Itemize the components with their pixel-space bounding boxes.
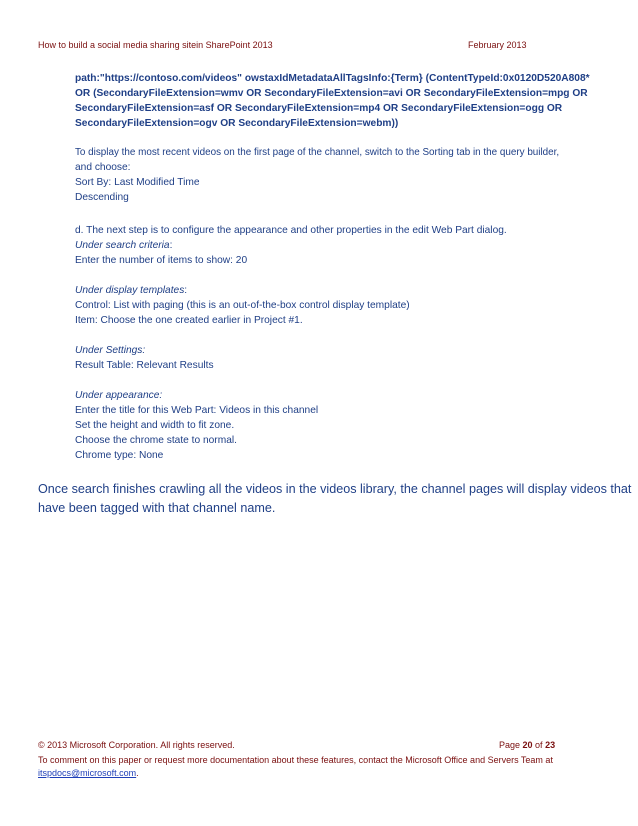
display-template-line: Control: List with paging (this is an out-of-the-box control display template): [75, 300, 410, 311]
comment-notice: To comment on this paper or request more documentation about these features, contact the Microsoft Office and Servers Team at: [38, 755, 553, 765]
copyright-notice: © 2013 Microsoft Corporation. All rights reserved.: [38, 740, 235, 750]
page-header: [38, 40, 598, 50]
closing-line: have been tagged with that channel name.: [38, 501, 276, 515]
step-d-block: [75, 223, 605, 268]
search-query-block: [75, 71, 605, 131]
display-templates-label: Under display templates: [75, 285, 185, 296]
settings-value: Result Table: Relevant Results: [75, 360, 214, 371]
closing-line: Once search finishes crawling all the videos in the videos library, the channel pages will display videos that: [38, 482, 632, 496]
search-criteria-heading: Under search criteria:: [75, 240, 173, 251]
appearance-label: Under appearance:: [75, 390, 163, 401]
current-page: 20: [522, 740, 533, 750]
sorting-instructions: [75, 145, 605, 205]
appearance-line: Chrome type: None: [75, 450, 164, 461]
page-number: Page 20 of 23: [499, 740, 556, 750]
document-date: February 2013: [468, 40, 527, 50]
query-line: SecondaryFileExtension=asf OR SecondaryFileExtension=mp4 OR SecondaryFileExtension=ogg OR: [75, 103, 563, 114]
appearance-line: Choose the chrome state to normal.: [75, 435, 237, 446]
sorting-line: Descending: [75, 192, 129, 203]
contact-email-link[interactable]: itspdocs@microsoft.com: [38, 768, 137, 778]
page-footer: [38, 739, 603, 780]
display-template-line: Item: Choose the one created earlier in Project #1.: [75, 315, 303, 326]
search-criteria-label: Under search criteria: [75, 240, 170, 251]
total-pages: 23: [545, 740, 556, 750]
search-criteria-value: Enter the number of items to show: 20: [75, 255, 248, 266]
settings-block: [75, 343, 605, 373]
sorting-line: and choose:: [75, 162, 131, 173]
appearance-block: [75, 388, 605, 463]
settings-label: Under Settings:: [75, 345, 146, 356]
query-line: path:"https://contoso.com/videos" owstaxIdMetadataAllTagsInfo:{Term} (ContentTypeId:0x0120D520A808*: [75, 73, 590, 84]
closing-paragraph: [38, 480, 632, 518]
appearance-line: Set the height and width to fit zone.: [75, 420, 235, 431]
document-title: How to build a social media sharing sitein SharePoint 2013: [38, 40, 273, 50]
contact-line: itspdocs@microsoft.com.: [38, 768, 139, 778]
sorting-line: To display the most recent videos on the first page of the channel, switch to the Sorting tab in the query builder,: [75, 147, 560, 158]
query-line: OR (SecondaryFileExtension=wmv OR SecondaryFileExtension=avi OR SecondaryFileExtension=mpg OR: [75, 88, 588, 99]
step-d-heading: d. The next step is to configure the appearance and other properties in the edit Web Part dialog.: [75, 225, 507, 236]
query-line: SecondaryFileExtension=ogv OR SecondaryFileExtension=webm)): [75, 118, 399, 129]
sorting-line: Sort By: Last Modified Time: [75, 177, 200, 188]
display-templates-block: [75, 283, 605, 328]
appearance-line: Enter the title for this Web Part: Videos in this channel: [75, 405, 319, 416]
display-templates-heading: Under display templates:: [75, 285, 188, 296]
